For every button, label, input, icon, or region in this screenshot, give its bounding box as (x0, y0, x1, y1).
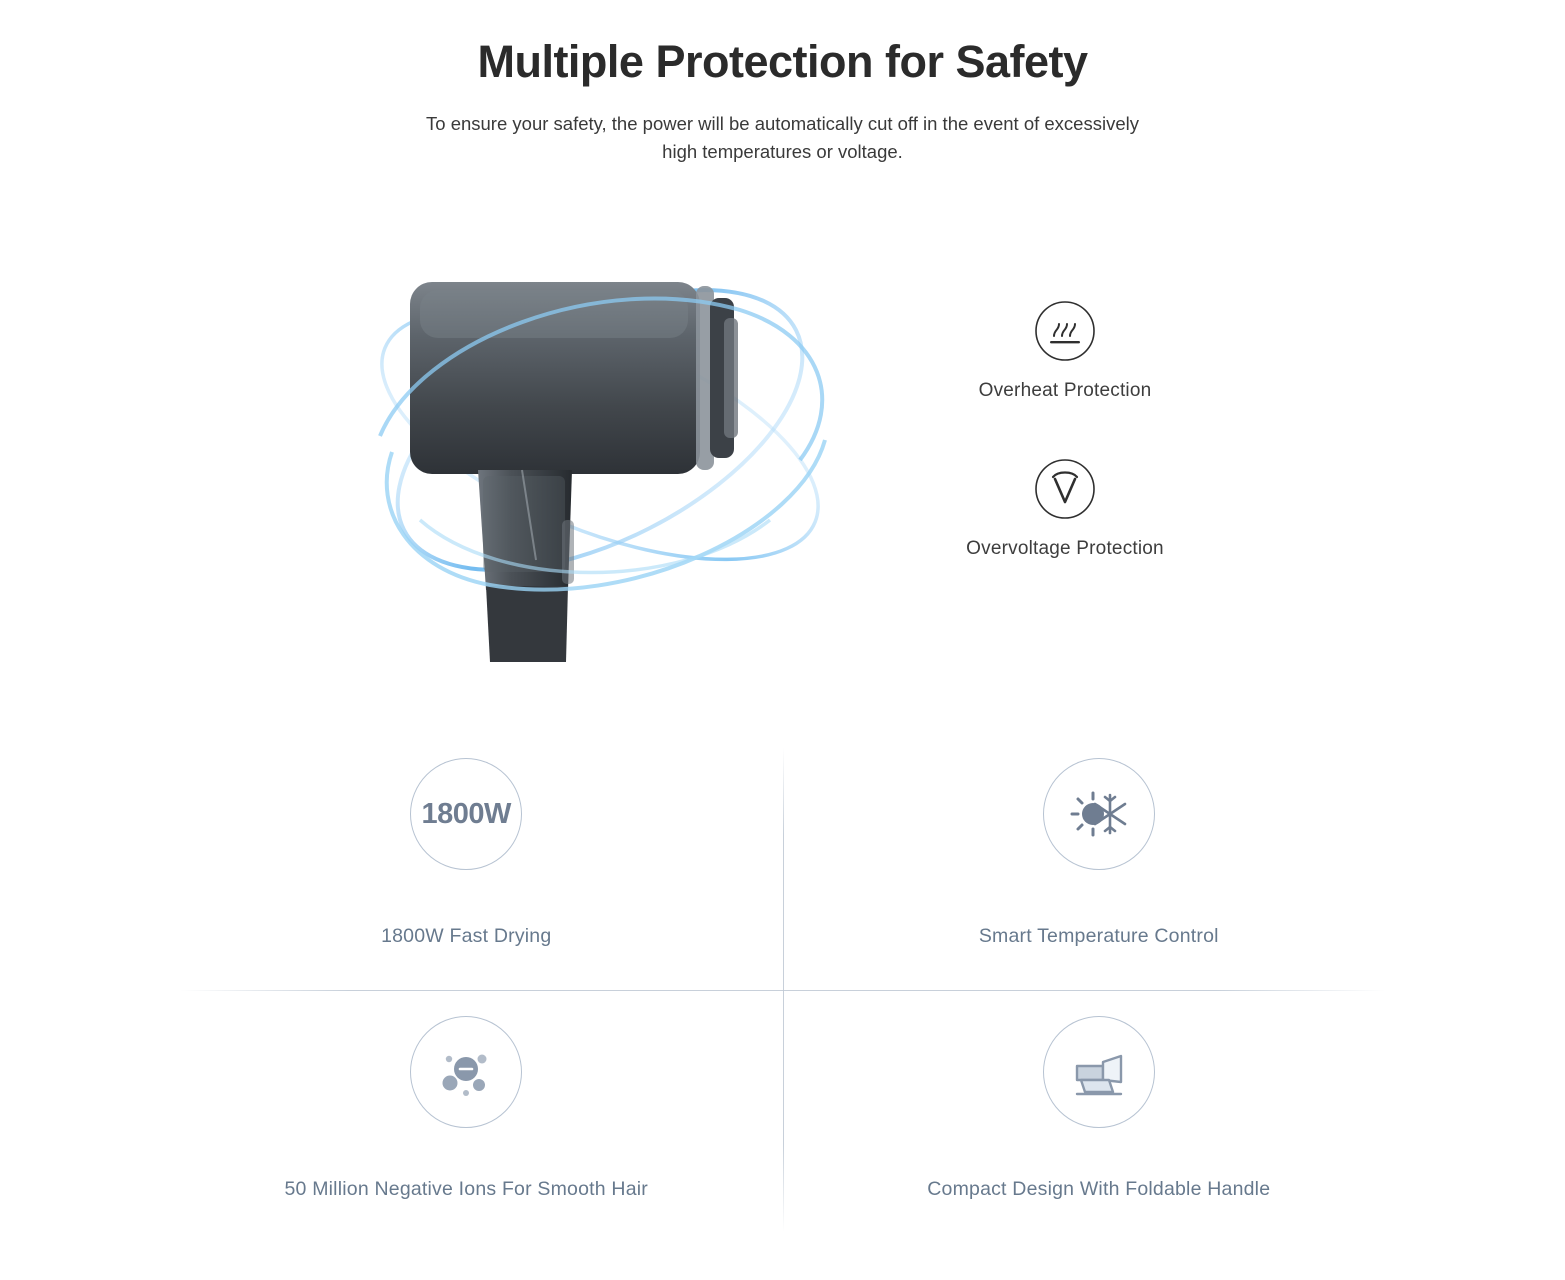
protection-list (900, 300, 1230, 616)
wattage-badge: 1800W (421, 797, 511, 830)
feature-label: 50 Million Negative Ions For Smooth Hair (284, 1178, 648, 1200)
overheat-icon (1034, 300, 1096, 362)
feature-grid (150, 740, 1415, 1240)
hair-dryer-photo (300, 190, 920, 690)
wattage-icon (410, 758, 522, 870)
page-subtitle: To ensure your safety, the power will be automatically cut off in the event of excessively high temperatures or voltage. (426, 112, 1139, 163)
negative-ions-icon (410, 1016, 522, 1128)
hair-dryer-illustration (300, 190, 920, 690)
overvoltage-icon (1034, 458, 1096, 520)
feature-cell-temperature (783, 740, 1416, 990)
protection-label: Overvoltage Protection (966, 538, 1164, 559)
feature-cell-ions (150, 990, 783, 1240)
feature-cell-foldable (783, 990, 1416, 1240)
protection-item-overvoltage (900, 458, 1230, 560)
dryer-body (410, 282, 738, 662)
feature-label: Compact Design With Foldable Handle (927, 1178, 1271, 1200)
temperature-control-icon (1043, 758, 1155, 870)
foldable-handle-icon (1043, 1016, 1155, 1128)
protection-item-overheat (900, 300, 1230, 402)
feature-label: Smart Temperature Control (978, 925, 1219, 947)
hero-section (0, 190, 1565, 700)
page-header (0, 36, 1565, 167)
page-title: Multiple Protection for Safety (477, 36, 1088, 87)
feature-label: 1800W Fast Drying (381, 925, 552, 947)
feature-cell-wattage (150, 740, 783, 990)
feature-grid-section (150, 740, 1415, 1240)
protection-label: Overheat Protection (978, 380, 1152, 401)
